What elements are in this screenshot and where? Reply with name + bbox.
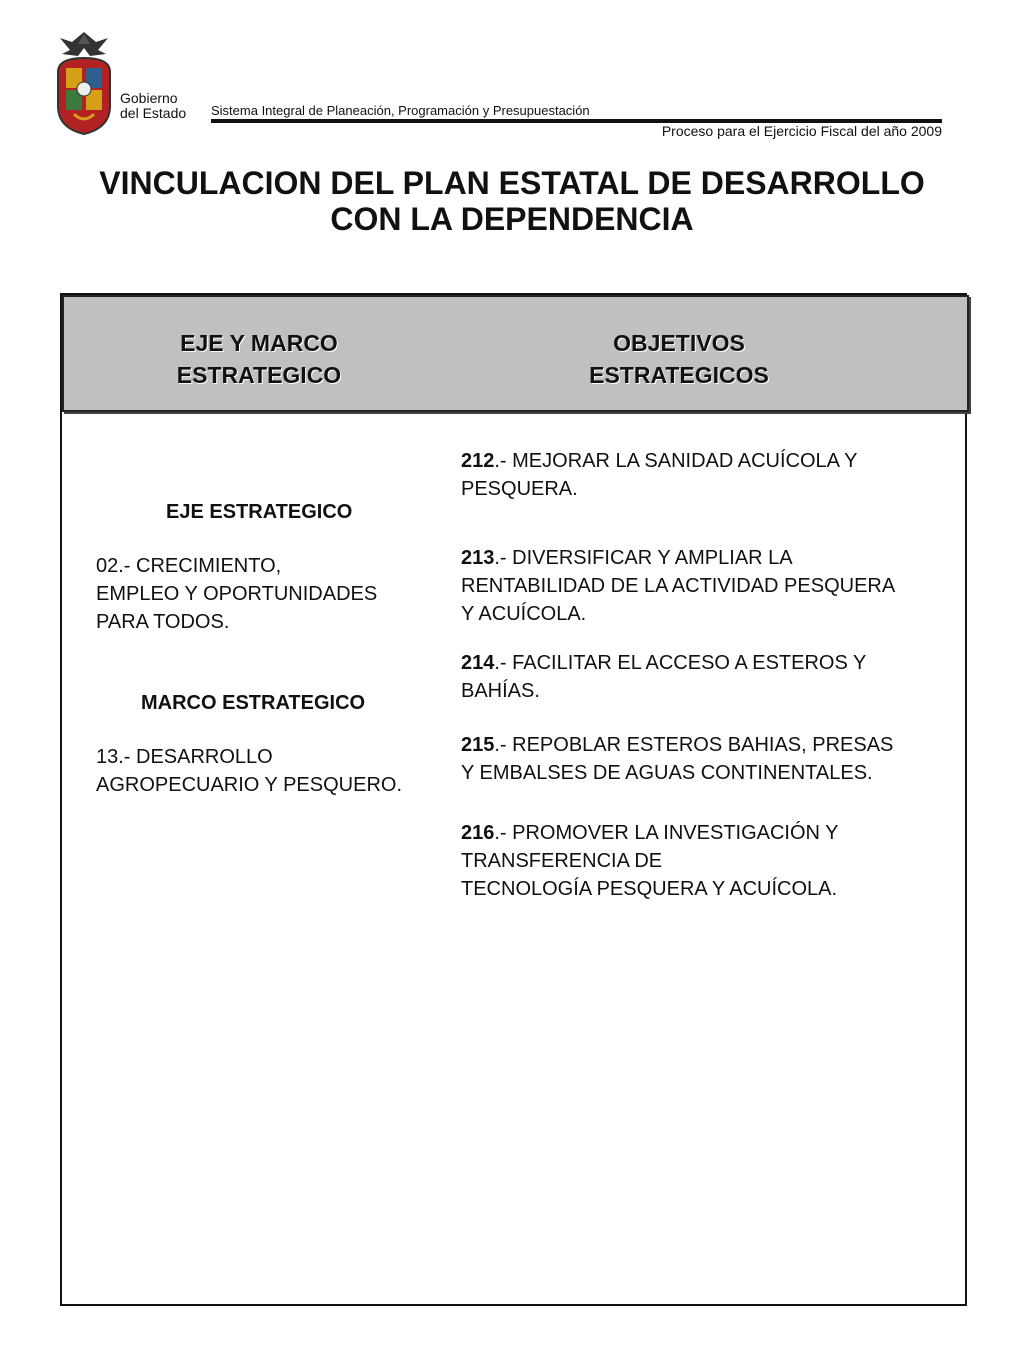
eje-estrategico-heading: EJE ESTRATEGICO	[166, 501, 353, 523]
column-header-eje-marco-line-1: EJE Y MARCO	[180, 330, 338, 356]
page-title-line-2: CON LA DEPENDENCIA	[330, 201, 694, 237]
objective-213	[461, 544, 961, 628]
page-title-line-1: VINCULACION DEL PLAN ESTATAL DE DESARROLLO	[99, 165, 925, 201]
column-header-objetivos-line-1: OBJETIVOS	[613, 330, 745, 356]
government-line-1: Gobierno	[120, 90, 178, 106]
objective-line-2: TRANSFERENCIA DE	[461, 850, 663, 872]
marco-estrategico-text	[96, 743, 456, 799]
objective-line-1: .- MEJORAR LA SANIDAD ACUÍCOLA Y	[494, 450, 858, 472]
fiscal-process-label: Proceso para el Ejercicio Fiscal del año 2009	[661, 123, 942, 139]
state-coat-of-arms-logo	[52, 28, 116, 138]
objective-code: 214	[461, 652, 495, 674]
eje-line-1: 02.- CRECIMIENTO,	[96, 555, 282, 577]
objective-line-2: PESQUERA.	[461, 478, 578, 500]
objective-code: 213	[461, 547, 495, 569]
page-title	[0, 165, 1024, 237]
objective-line-2: Y EMBALSES DE AGUAS CONTINENTALES.	[461, 762, 873, 784]
objective-line-3: Y ACUÍCOLA.	[461, 603, 587, 625]
objective-line-3: TECNOLOGÍA PESQUERA Y ACUÍCOLA.	[461, 878, 838, 900]
column-header-objetivos	[534, 327, 824, 391]
objective-214	[461, 649, 961, 705]
objective-line-1: .- REPOBLAR ESTEROS BAHIAS, PRESAS	[494, 734, 894, 756]
objective-216	[461, 819, 961, 903]
objective-code: 212	[461, 450, 495, 472]
objective-code: 216	[461, 822, 495, 844]
marco-line-1: 13.- DESARROLLO	[96, 746, 273, 768]
objective-line-2: RENTABILIDAD DE LA ACTIVIDAD PESQUERA	[461, 575, 896, 597]
objective-code: 215	[461, 734, 495, 756]
objective-215	[461, 731, 961, 787]
column-header-objetivos-line-2: ESTRATEGICOS	[589, 362, 769, 388]
column-header-eje-marco-line-2: ESTRATEGICO	[176, 362, 342, 388]
system-name: Sistema Integral de Planeación, Programación y Presupuestación	[211, 103, 942, 123]
table-header	[62, 295, 969, 412]
objective-212	[461, 447, 961, 503]
government-label	[120, 91, 186, 121]
marco-estrategico-heading: MARCO ESTRATEGICO	[141, 692, 366, 714]
eje-line-2: EMPLEO Y OPORTUNIDADES	[96, 583, 378, 605]
eje-line-3: PARA TODOS.	[96, 611, 230, 633]
objective-line-1: .- DIVERSIFICAR Y AMPLIAR LA	[494, 547, 793, 569]
eje-estrategico-text	[96, 552, 456, 636]
column-header-eje-marco	[124, 327, 394, 391]
objective-line-1: .- FACILITAR EL ACCESO A ESTEROS Y	[494, 652, 867, 674]
objective-line-1: .- PROMOVER LA INVESTIGACIÓN Y	[494, 822, 839, 844]
marco-line-2: AGROPECUARIO Y PESQUERO.	[96, 774, 403, 796]
government-line-2: del Estado	[120, 105, 187, 121]
coat-of-arms-icon	[52, 28, 116, 138]
table-frame	[60, 293, 967, 1306]
objective-line-2: BAHÍAS.	[461, 680, 540, 702]
